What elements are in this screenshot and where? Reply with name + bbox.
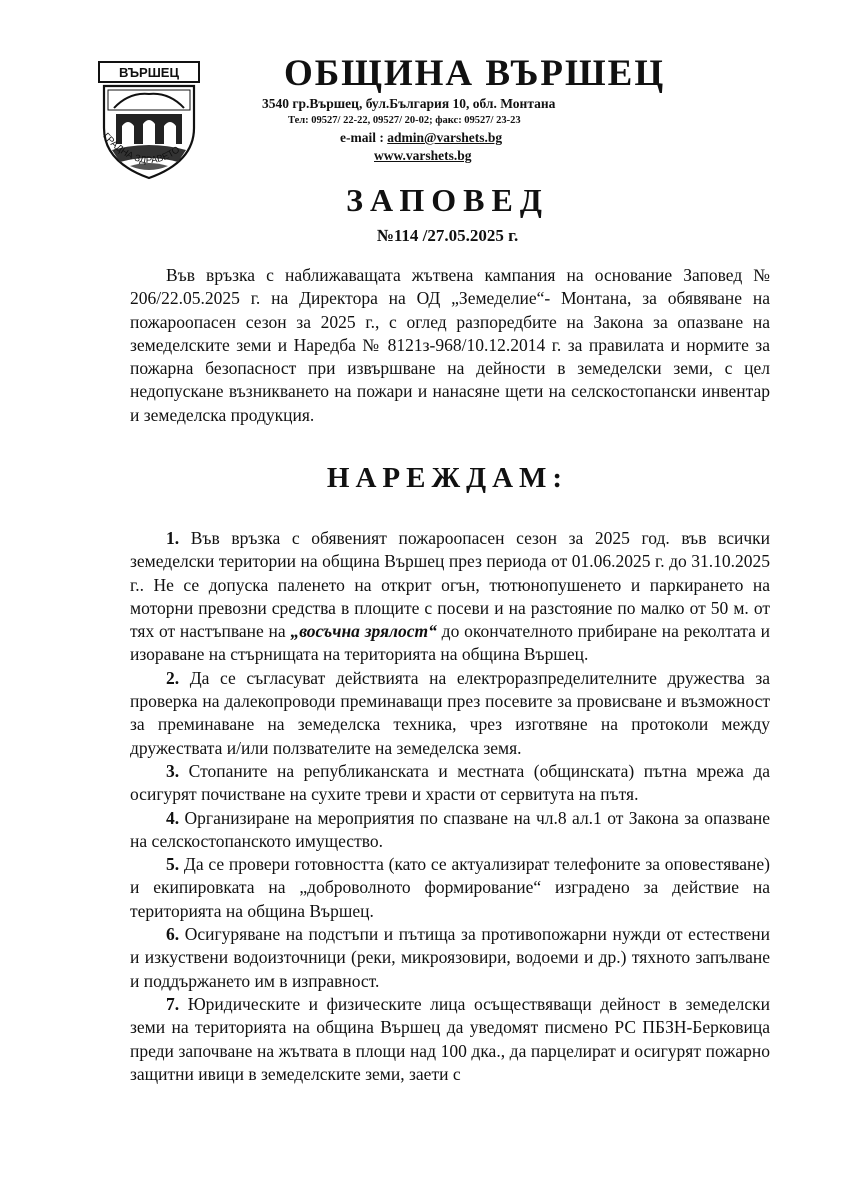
website-link[interactable]: www.varshets.bg bbox=[374, 148, 472, 163]
decree-item-5 bbox=[130, 853, 770, 923]
order-number: №114 /27.05.2025 г. bbox=[376, 226, 519, 245]
item-term: „восъчна зрялост“ bbox=[290, 621, 437, 642]
municipality-phones: Тел: 09527/ 22-22, 09527/ 20-02; факс: 09527/ 23-23 bbox=[288, 115, 521, 126]
item-text: Да се съгласуват действията на електроразпределителните дружества за проверка на далекопроводи преминаващи през посевите за провисване и възможност за преминаване на земеделска техника, чрез изготвяне на протоколи между дружествата и/или ползвателите на земеделска земя. bbox=[130, 667, 770, 758]
item-number: 5. bbox=[166, 854, 180, 875]
item-number: 4. bbox=[166, 807, 180, 828]
decree-item-2 bbox=[130, 667, 770, 760]
order-title: ЗАПОВЕД bbox=[346, 182, 549, 218]
item-text: Стопаните на републиканската и местната (общинската) пътна мрежа да осигурят почистване на сухите треви и храсти от сервитута на пътя. bbox=[130, 760, 771, 805]
item-text: Осигуряване на подстъпи и пътища за противопожарни нужди от естествени и изкуствени водоизточници (реки, микроязовири, водоеми и др.) тяхното запълване и поддържането им в изправност. bbox=[130, 924, 771, 991]
svg-text:ВЪРШЕЦ: ВЪРШЕЦ bbox=[119, 65, 179, 80]
email-link[interactable]: admin@varshets.bg bbox=[387, 130, 503, 145]
decree-item-7 bbox=[130, 993, 770, 1086]
item-text: Юридическите и физическите лица осъществяващи дейност в земеделски земи на територията на община Вършец да уведомят писмено РС ПБЗН-Берковица преди започване на жътвата в площи над 100 дка., да парцелират и осигурят пожарно защитни ивици в земеделските земи, заети с bbox=[130, 993, 770, 1084]
item-number: 1. bbox=[166, 528, 180, 548]
decree-item-6 bbox=[130, 923, 770, 993]
intro-paragraph: Във връзка с наближаващата жътвена кампания на основание Заповед № 206/22.05.2025 г. на Директора на ОД „Земеделие“- Монтана, за обявяване на пожароопасен сезон за 2025 г., с оглед разпоредбите на Закона за опазване на земеделските земи и Наредба № 8121з-968/10.12.2014 г. за правилата и нормите за пожарна безопасност при извършване на дейности в земеделски земи, с цел недопускане възникването на пожари и нанасяне щети на селскостопански инвентар и земеделска продукция. bbox=[130, 265, 770, 425]
decree-heading: НАРЕЖДАМ: bbox=[326, 462, 569, 494]
decree-item-1 bbox=[130, 527, 770, 667]
municipality-title: ОБЩИНА ВЪРШЕЦ bbox=[284, 53, 666, 94]
email-label: e-mail : bbox=[340, 130, 388, 145]
item-text: Във връзка с обявеният пожароопасен сезон за 2025 год. във всички земеделски територии на община Вършец през периода от 01.06.2025 г. до 31.10.2025 г.. Не се допуска паленето на открит огън, тютюнопушенето и паркирането на моторни превозни средства в площите с посеви и на разстояние по малко от 50 м. от тях от настъпване на bbox=[130, 528, 771, 642]
item-text-cont: до окончателното прибиране на реколтата и изораване на стърнищата на територията на община Вършец. bbox=[130, 621, 770, 665]
crest-motto-arc bbox=[86, 118, 212, 190]
item-number: 3. bbox=[166, 760, 180, 781]
municipality-address: 3540 гр.Вършец, бул.България 10, обл. Монтана bbox=[262, 96, 556, 111]
item-number: 2. bbox=[166, 667, 180, 688]
item-number: 6. bbox=[166, 924, 180, 945]
decree-items bbox=[130, 527, 770, 1086]
decree-item-4 bbox=[130, 807, 770, 854]
decree-item-3 bbox=[130, 760, 770, 807]
item-text: Да се провери готовността (като се актуализират телефоните за оповестяване) и екипировката на „доброволното формирование“ изградено за действие на територията на община Вършец. bbox=[130, 854, 771, 921]
item-number: 7. bbox=[166, 993, 180, 1014]
svg-text:ГРАДНА ЗДРАВЕТО: ГРАДНА ЗДРАВЕТО bbox=[100, 130, 183, 167]
item-text: Организиране на мероприятия по спазване на чл.8 ал.1 от Закона за опазване на селскостопанското имущество. bbox=[130, 807, 771, 851]
municipality-email-line bbox=[340, 130, 502, 146]
